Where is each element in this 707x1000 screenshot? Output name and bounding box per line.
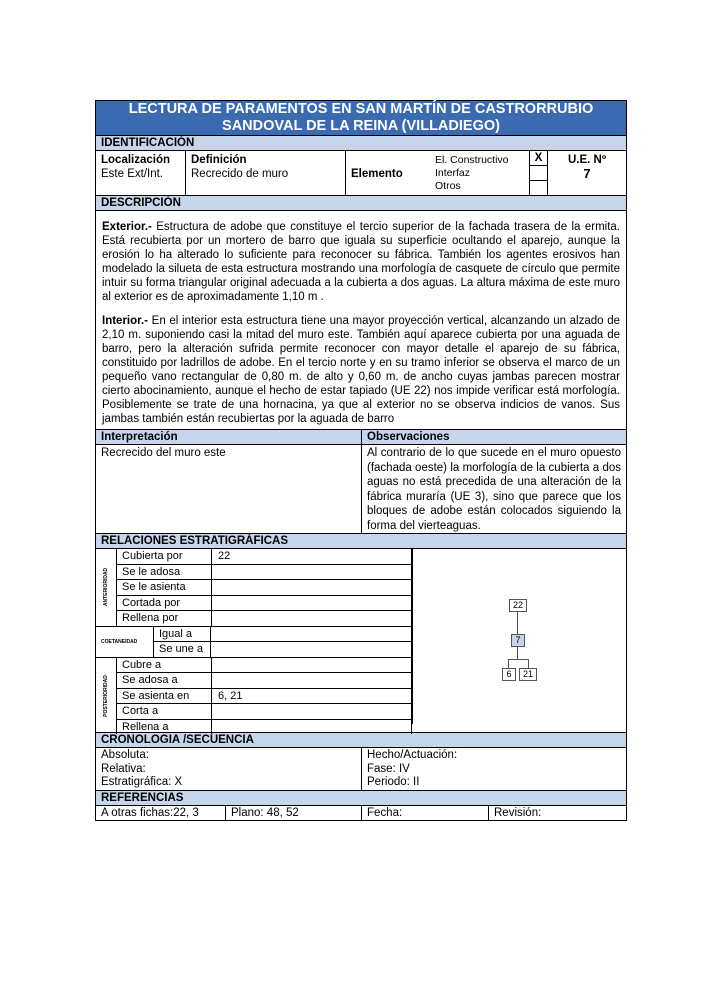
relation-row: Cubre a: [117, 658, 412, 674]
title-line-2: SANDOVAL DE LA REINA (VILLADIEGO): [222, 118, 500, 134]
cronologia-right: [362, 748, 626, 790]
mark-otros: [530, 181, 547, 195]
hecho-field: Hecho/Actuación:: [367, 749, 458, 761]
mark-interfaz: [530, 166, 547, 181]
anterioridad-group: [96, 549, 412, 627]
exterior-paragraph: [102, 220, 620, 304]
cronologia-body: [96, 748, 626, 790]
descripcion-header: DESCRIPCIÓN: [96, 195, 626, 211]
relation-row: Se une a: [154, 642, 412, 657]
option-otros: Otros: [435, 180, 461, 192]
posterioridad-label: POSTERIORIDAD: [96, 658, 117, 735]
matrix-node-bottom: 6: [502, 668, 516, 681]
elemento-label: Elemento: [351, 168, 403, 180]
matrix-link: [517, 611, 518, 634]
coetaneidad-group: [96, 627, 412, 658]
ue-cell: [548, 151, 626, 195]
identificacion-header: IDENTIFICACIÓN: [96, 135, 626, 151]
title-line-1: LECTURA DE PARAMENTOS EN SAN MARTÍN DE CASTRORRUBIO: [128, 101, 594, 117]
relation-row: Se adosa a: [117, 673, 412, 689]
mark-el-constructivo: X: [530, 151, 547, 166]
matrix-node-top: 22: [509, 599, 527, 612]
coetaneidad-label: COETANEIDAD: [96, 627, 154, 657]
relaciones-table: [96, 549, 412, 734]
relaciones-header: RELACIONES ESTRATIGRÁFICAS: [96, 533, 626, 549]
record-sheet: [95, 100, 627, 821]
descripcion-body: [96, 211, 626, 429]
interpretacion-text: Recrecido del muro este: [96, 445, 362, 533]
definicion-value: Recrecido de muro: [191, 168, 289, 180]
elemento-cell: [346, 151, 430, 195]
matrix-link: [517, 646, 518, 659]
definicion-label: Definición: [191, 154, 247, 166]
observaciones-header: Observaciones: [367, 431, 450, 443]
matrix-node-current: 7: [511, 634, 525, 647]
relativa-field: Relativa:: [101, 762, 146, 775]
localizacion-value: Este Ext/Int.: [101, 168, 163, 180]
otras-fichas-field: A otras fichas:22, 3: [96, 806, 226, 820]
option-el-constructivo: El. Constructivo: [435, 154, 509, 166]
absoluta-field: Absoluta:: [101, 749, 149, 761]
periodo-field: Periodo: II: [367, 776, 420, 788]
interior-text: En el interior esta estructura tiene una mayor proyección vertical, alcanzando un alzado de 2,10 m. suponiendo casi la mitad del muro este. También aquí aparece cubierta por una aguada de barro, pero la alteración sufrida permite reconocer con mayor detalle el aparejo de su fábrica, constituido por ladrillos de adobe. En el tercio norte y en su tramo inferior se observa el marco de un pequeño vano rectangular de 0,80 m. de alto y 0,60 m. de ancho cuyas jambas parecen mostrar cierto abocinamiento, aunque el hecho de estar tapiado (UE 22) nos impide verificar está morfología. Posiblemente se trate de una hornacina, ya que al exterior no se observa indicios de vanos. Sus jambas también están recubiertas por la aguada de barro: [102, 315, 620, 425]
relation-row: Rellena a: [117, 720, 412, 735]
relaciones-section: [96, 549, 626, 732]
ue-label: U.E. Nº: [567, 154, 607, 166]
elemento-options: [430, 151, 530, 195]
interior-paragraph: [102, 314, 620, 426]
relation-row: Cubierta por 22: [117, 549, 412, 565]
definicion-cell: [186, 151, 346, 195]
matrix-link: [508, 659, 509, 668]
plano-field: Plano: 48, 52: [226, 806, 362, 820]
localizacion-cell: [96, 151, 186, 195]
option-interfaz: Interfaz: [435, 167, 471, 179]
fase-field: Fase: IV: [367, 762, 410, 775]
relation-row: Se le asienta: [117, 580, 412, 596]
relation-row: Corta a: [117, 704, 412, 720]
relation-row: Igual a: [154, 627, 412, 643]
revision-field: Revisión:: [494, 807, 542, 819]
ue-number: 7: [583, 166, 591, 181]
relation-row: Cortada por: [117, 596, 412, 612]
cronologia-header: CRONOLOGIA /SECUENCIA: [96, 732, 626, 748]
interior-label: Interior.-: [102, 315, 149, 327]
exterior-text: Estructura de adobe que constituye el tercio superior de la fachada trasera de la ermita. Está recubierta por un mortero de barro que iguala su superficie ocultando el aparejo, aunque la erosión lo ha alterado lo suficiente para reconocer su fábrica. También los agentes erosivos han modelado la silueta de esta estructura mostrando una morfología de casquete de círculo que permite intuir su forma triangular original adecuada a la cubierta a dos aguas. La altura máxima de este muro al exterior es de aproximadamente 1,10 m .: [102, 221, 620, 303]
cronologia-left: [96, 748, 362, 790]
matrix-node-bottom: 21: [519, 668, 537, 681]
elemento-marks: [530, 151, 548, 195]
observaciones-text: Al contrario de lo que sucede en el muro opuesto (fachada oeste) la morfología de la cubierta a dos aguas no está precedida de una alteración de la fábrica muraría (UE 3), sino que parece que los bloques de adobe están colocados siguiendo la forma del vierteaguas.: [367, 447, 621, 532]
interp-obs-header: [96, 429, 626, 445]
sheet-title: [96, 101, 626, 135]
identificacion-section: [96, 151, 626, 195]
exterior-label: Exterior.-: [102, 221, 152, 233]
estratigrafica-field: Estratigráfica: X: [101, 776, 183, 788]
matrix-link: [528, 659, 529, 668]
anterioridad-label: ANTERIORIDAD: [96, 549, 117, 626]
matrix-link: [508, 659, 529, 660]
fecha-field: Fecha:: [362, 806, 489, 820]
relation-row: Se le adosa: [117, 565, 412, 581]
interp-obs-body: [96, 445, 626, 533]
relation-row: Se asienta en 6, 21: [117, 689, 412, 705]
localizacion-label: Localización: [101, 154, 171, 166]
referencias-header: REFERENCIAS: [96, 790, 626, 806]
referencias-body: [96, 806, 626, 820]
relaciones-divider: [412, 549, 413, 724]
posterioridad-group: [96, 658, 412, 735]
relation-row: Rellena por: [117, 611, 412, 626]
interpretacion-header: Interpretación: [96, 430, 362, 444]
